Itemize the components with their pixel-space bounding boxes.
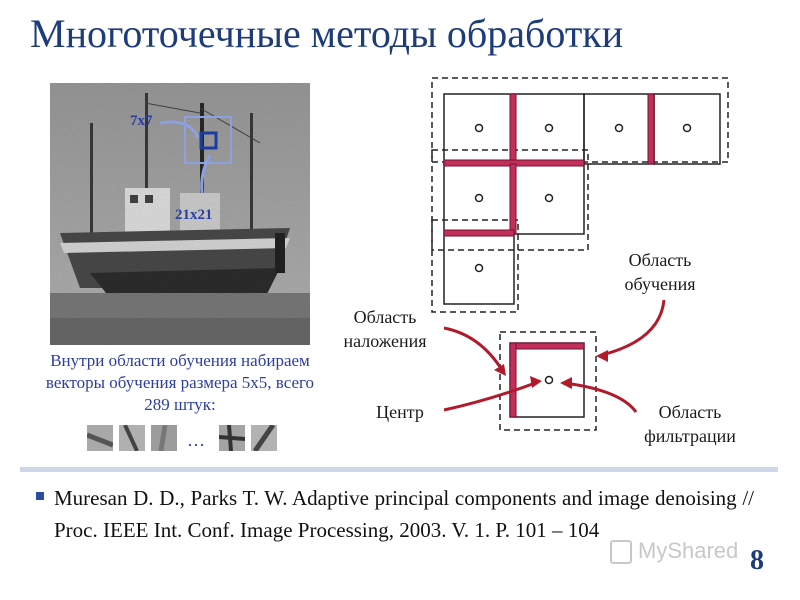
training-caption: Внутри области обучения набираем векторы обучения размера 5x5, всего 289 штук: (45, 351, 315, 414)
sample-patch (219, 425, 245, 451)
page-number: 8 (750, 545, 764, 576)
sample-patch (119, 425, 145, 451)
training-region-text: Область обучения (624, 250, 696, 294)
filter-region-label (625, 400, 755, 448)
watermark-logo (610, 538, 738, 564)
reference-item (36, 482, 754, 546)
sample-patch (151, 425, 177, 451)
bullet-icon (36, 492, 44, 500)
sample-patch (251, 425, 277, 451)
overlap-region-text: Область наложения (343, 307, 427, 351)
presentation-icon (610, 540, 632, 564)
separator-bar (20, 467, 778, 472)
filter-region-text: Область фильтрации (644, 402, 736, 446)
training-region-label (605, 248, 715, 296)
slide-title: Многоточечные методы обработки (30, 11, 624, 56)
sample-patch (87, 425, 113, 451)
watermark-text: MyShared (638, 538, 739, 563)
overlap-region-label (330, 305, 440, 353)
window-size-label-small: 7x7 (130, 113, 153, 129)
window-size-label-large: 21x21 (175, 207, 213, 223)
center-label (365, 400, 435, 424)
ellipsis: … (187, 430, 205, 450)
reference-text: Muresan D. D., Parks T. W. Adaptive principal components and image denoising // Proc. IEEE Int. Conf. Image Processing, 2003. V. 1. P. 101 – 104 (54, 486, 754, 542)
center-text: Центр (376, 402, 424, 422)
